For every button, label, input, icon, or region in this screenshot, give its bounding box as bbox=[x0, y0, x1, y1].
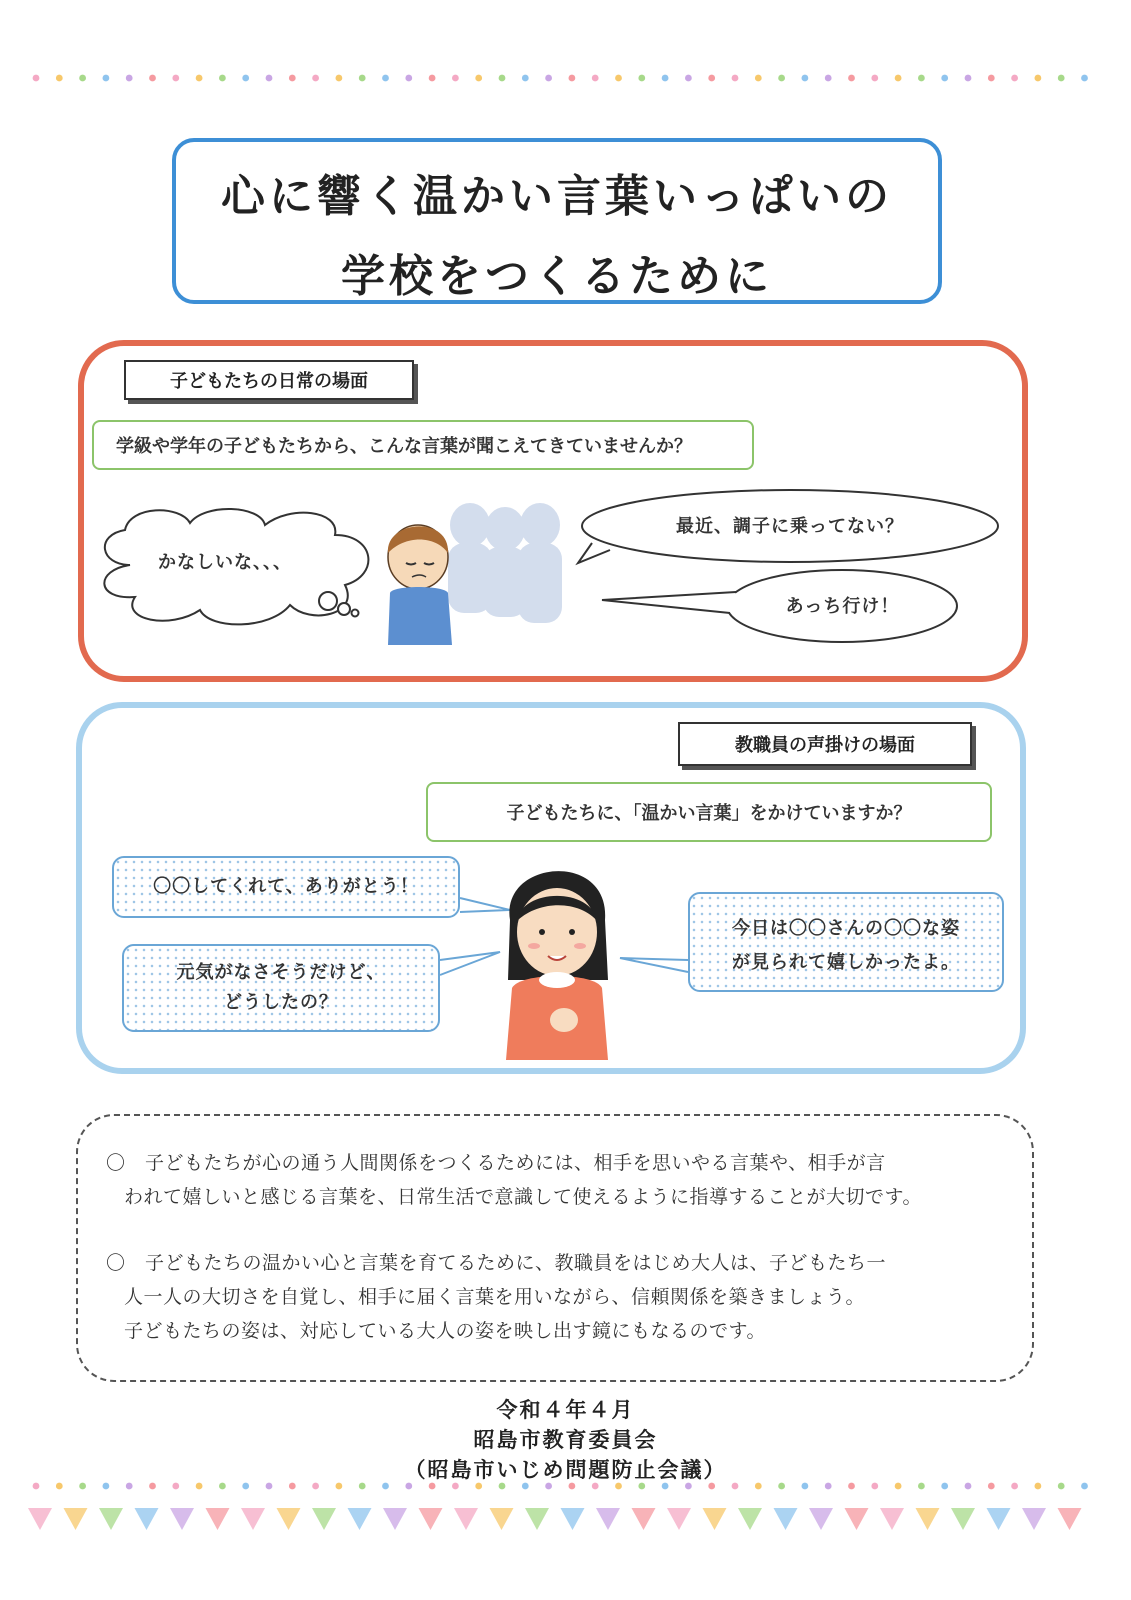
decor-dot bbox=[965, 75, 972, 82]
decor-dot bbox=[289, 1483, 296, 1490]
decor-dot bbox=[615, 1483, 622, 1490]
decor-dot bbox=[685, 75, 692, 82]
staff-scene-label: 教職員の声掛けの場面 bbox=[678, 722, 972, 766]
decor-dot bbox=[592, 1483, 599, 1490]
decor-dot bbox=[196, 75, 203, 82]
decor-dot bbox=[219, 75, 226, 82]
decor-dot bbox=[685, 1483, 692, 1490]
bunting-flag bbox=[525, 1508, 549, 1530]
decor-dot bbox=[126, 75, 133, 82]
decor-dot bbox=[452, 1483, 459, 1490]
title-line-1: 心に響く温かい言葉いっぱいの bbox=[221, 171, 893, 222]
decor-dot bbox=[79, 75, 86, 82]
bunting-flag bbox=[348, 1508, 372, 1530]
decor-dot bbox=[522, 1483, 529, 1490]
decor-dot bbox=[359, 1483, 366, 1490]
message-p2-line-2: 人一人の大切さを自覚し、相手に届く言葉を用いながら、信頼関係を築きましょう。 bbox=[124, 1286, 866, 1308]
decor-dot bbox=[382, 75, 389, 82]
decor-dot bbox=[918, 75, 925, 82]
decor-dot bbox=[405, 75, 412, 82]
message-p2-line-1: 〇 子どもたちの温かい心と言葉を育てるために、教職員をはじめ大人は、子どもたち一 bbox=[106, 1252, 887, 1274]
decor-dot bbox=[638, 75, 645, 82]
bunting-flag bbox=[206, 1508, 230, 1530]
decor-dot bbox=[825, 75, 832, 82]
decor-dot bbox=[802, 1483, 809, 1490]
bunting-flag bbox=[987, 1508, 1011, 1530]
staff-bubble-2-line-1: 元気がなさそうだけど、 bbox=[176, 962, 386, 983]
bunting-flag bbox=[561, 1508, 585, 1530]
decor-dot bbox=[1011, 75, 1018, 82]
sad-child-illustration bbox=[380, 505, 580, 655]
footer-sub: （昭島市いじめ問題防止会議） bbox=[404, 1458, 727, 1482]
bunting-flag bbox=[241, 1508, 265, 1530]
bunting-flag bbox=[916, 1508, 940, 1530]
decor-dot bbox=[732, 1483, 739, 1490]
title-line-2: 学校をつくるために bbox=[341, 251, 773, 302]
decor-dot bbox=[266, 1483, 273, 1490]
thought-text: かなしいな、、、 bbox=[158, 552, 292, 573]
bunting-flag bbox=[1022, 1508, 1046, 1530]
speech-text-1: 最近、調子に乗ってない？ bbox=[676, 516, 904, 537]
decor-dot bbox=[638, 1483, 645, 1490]
footer-date: 令和４年４月 bbox=[496, 1398, 635, 1422]
decor-dot bbox=[172, 75, 179, 82]
decor-dot bbox=[56, 1483, 63, 1490]
decor-dot bbox=[825, 1483, 832, 1490]
bunting-flag bbox=[135, 1508, 159, 1530]
decor-dot bbox=[289, 75, 296, 82]
decor-dot bbox=[336, 75, 343, 82]
decor-dot bbox=[429, 75, 436, 82]
decor-dot bbox=[1035, 1483, 1042, 1490]
decor-dot bbox=[149, 75, 156, 82]
speech-text-2: あっち行け！ bbox=[785, 596, 900, 617]
decor-dot bbox=[708, 1483, 715, 1490]
children-scene-label: 子どもたちの日常の場面 bbox=[124, 360, 414, 400]
decor-dot bbox=[242, 75, 249, 82]
staff-bubble-1-text: 〇〇してくれて、ありがとう！ bbox=[153, 876, 419, 897]
decor-dot bbox=[499, 75, 506, 82]
decor-dot bbox=[219, 1483, 226, 1490]
message-p1-line-1: 〇 子どもたちが心の通う人間関係をつくるためには、相手を思いやる言葉や、相手が言 bbox=[106, 1152, 886, 1174]
decor-dot bbox=[429, 1483, 436, 1490]
decor-dot bbox=[522, 75, 529, 82]
decor-dot bbox=[848, 1483, 855, 1490]
bunting-flag bbox=[951, 1508, 975, 1530]
decor-dot bbox=[1011, 1483, 1018, 1490]
bunting-flag bbox=[632, 1508, 656, 1530]
bunting-flag bbox=[312, 1508, 336, 1530]
decor-dot bbox=[941, 75, 948, 82]
staff-bubble-3-line-2: が見られて嬉しかったよ。 bbox=[732, 952, 960, 973]
bunting-flag bbox=[277, 1508, 301, 1530]
decor-dot bbox=[662, 1483, 669, 1490]
decor-dot bbox=[662, 75, 669, 82]
decor-dot bbox=[499, 1483, 506, 1490]
bunting-flag bbox=[809, 1508, 833, 1530]
bunting-flag bbox=[774, 1508, 798, 1530]
bunting-flag bbox=[880, 1508, 904, 1530]
decor-dot bbox=[149, 1483, 156, 1490]
decor-dot bbox=[778, 1483, 785, 1490]
decor-dot bbox=[918, 1483, 925, 1490]
bunting-flag bbox=[99, 1508, 123, 1530]
decor-dot bbox=[1081, 1483, 1088, 1490]
decor-dot bbox=[848, 75, 855, 82]
bunting-flag bbox=[490, 1508, 514, 1530]
decor-dot bbox=[336, 1483, 343, 1490]
decor-dot bbox=[79, 1483, 86, 1490]
footer-org: 昭島市教育委員会 bbox=[473, 1428, 658, 1452]
bunting-flag bbox=[667, 1508, 691, 1530]
decor-dot bbox=[1058, 1483, 1065, 1490]
decor-dot bbox=[988, 1483, 995, 1490]
decor-dot bbox=[405, 1483, 412, 1490]
bunting-flag bbox=[64, 1508, 88, 1530]
bunting-flag bbox=[738, 1508, 762, 1530]
bunting-flag bbox=[383, 1508, 407, 1530]
bunting-flags bbox=[28, 1508, 1108, 1538]
decor-dot bbox=[778, 75, 785, 82]
decor-dot bbox=[755, 75, 762, 82]
decor-dot bbox=[475, 1483, 482, 1490]
decor-dot bbox=[33, 1483, 40, 1490]
decor-dot bbox=[755, 1483, 762, 1490]
decor-dot bbox=[172, 1483, 179, 1490]
bunting-flag bbox=[28, 1508, 52, 1530]
staff-question: 子どもたちに、「温かい言葉」をかけていますか？ bbox=[426, 782, 992, 842]
title-box bbox=[172, 138, 942, 304]
decor-dot bbox=[615, 75, 622, 82]
decor-dot bbox=[382, 1483, 389, 1490]
message-p1-line-2: われて嬉しいと感じる言葉を、日常生活で意識して使えるように指導することが大切です。 bbox=[124, 1186, 922, 1208]
decor-dot bbox=[1058, 75, 1065, 82]
staff-bubble-3-line-1: 今日は〇〇さんの〇〇な姿 bbox=[732, 918, 960, 939]
decor-dot bbox=[545, 75, 552, 82]
decor-dot bbox=[475, 75, 482, 82]
teacher-illustration bbox=[440, 860, 700, 1060]
decor-dot bbox=[988, 75, 995, 82]
decor-dot bbox=[895, 1483, 902, 1490]
decor-dot bbox=[1081, 75, 1088, 82]
bunting-flag bbox=[170, 1508, 194, 1530]
decor-dot bbox=[569, 75, 576, 82]
decor-dot bbox=[126, 1483, 133, 1490]
bunting-flag bbox=[703, 1508, 727, 1530]
children-question: 学級や学年の子どもたちから、こんな言葉が聞こえてきていませんか？ bbox=[92, 420, 754, 470]
decor-dot bbox=[941, 1483, 948, 1490]
decor-dot bbox=[895, 75, 902, 82]
decor-dot bbox=[569, 1483, 576, 1490]
bunting-flag bbox=[1058, 1508, 1082, 1530]
staff-bubble-2-line-2: どうしたの？ bbox=[224, 992, 338, 1013]
decor-dot bbox=[732, 75, 739, 82]
bunting-flag bbox=[845, 1508, 869, 1530]
decor-dot bbox=[592, 75, 599, 82]
decor-dot bbox=[266, 75, 273, 82]
decor-dot bbox=[242, 1483, 249, 1490]
decor-dot bbox=[103, 1483, 110, 1490]
decor-dot bbox=[33, 75, 40, 82]
bottom-dot-border bbox=[30, 1480, 1105, 1492]
decor-dot bbox=[56, 75, 63, 82]
message-p2-line-3: 子どもたちの姿は、対応している大人の姿を映し出す鏡にもなるのです。 bbox=[124, 1320, 766, 1342]
top-dot-border bbox=[30, 72, 1105, 84]
decor-dot bbox=[103, 75, 110, 82]
decor-dot bbox=[802, 75, 809, 82]
decor-dot bbox=[1035, 75, 1042, 82]
decor-dot bbox=[708, 75, 715, 82]
decor-dot bbox=[871, 75, 878, 82]
decor-dot bbox=[312, 1483, 319, 1490]
decor-dot bbox=[359, 75, 366, 82]
decor-dot bbox=[871, 1483, 878, 1490]
bunting-flag bbox=[454, 1508, 478, 1530]
decor-dot bbox=[965, 1483, 972, 1490]
decor-dot bbox=[312, 75, 319, 82]
bunting-flag bbox=[596, 1508, 620, 1530]
bunting-flag bbox=[419, 1508, 443, 1530]
decor-dot bbox=[545, 1483, 552, 1490]
decor-dot bbox=[196, 1483, 203, 1490]
decor-dot bbox=[452, 75, 459, 82]
